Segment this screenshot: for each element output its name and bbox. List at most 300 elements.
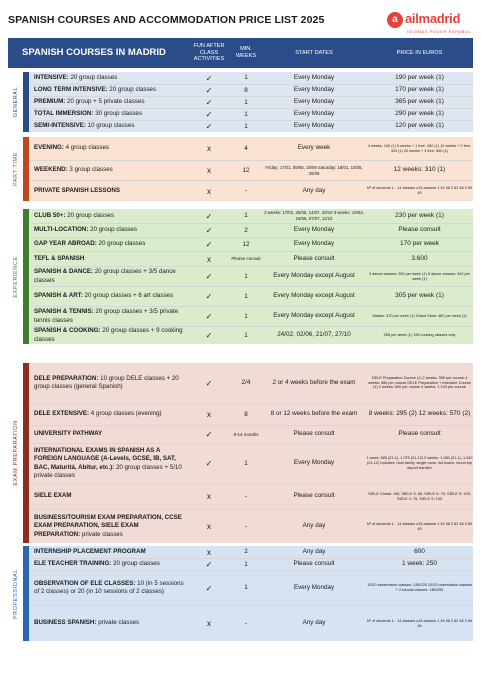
start-dates bbox=[262, 97, 366, 108]
min-weeks bbox=[230, 510, 262, 543]
price-text: 600 bbox=[414, 547, 425, 555]
fun-activities-mark bbox=[188, 161, 230, 180]
fun-activities-mark-text: x bbox=[207, 522, 211, 531]
course-name bbox=[34, 209, 186, 223]
course-name bbox=[34, 307, 186, 326]
course-name-text: SPANISH & TENNIS: 20 group classes + 3/5 private tennis classes bbox=[34, 308, 179, 324]
min-weeks bbox=[230, 121, 262, 132]
price bbox=[366, 238, 473, 251]
course-name bbox=[34, 484, 186, 509]
min-weeks bbox=[230, 181, 262, 201]
price-text: Nº of students 1 - 14 classes ≥15 classes 1 49 38 2 62 48 3 69 45 bbox=[366, 186, 473, 195]
min-weeks bbox=[230, 252, 262, 266]
start-dates bbox=[262, 307, 366, 326]
start-dates bbox=[262, 426, 366, 443]
price bbox=[366, 606, 473, 641]
table-row bbox=[29, 403, 473, 425]
min-weeks bbox=[230, 72, 262, 84]
start-dates-text: Please consult bbox=[293, 430, 335, 438]
fun-activities-mark bbox=[188, 267, 230, 286]
price-text: Please consult bbox=[398, 430, 441, 438]
course-name bbox=[34, 571, 186, 605]
start-dates-text: Friday: 17/01, 09/05, 19/09 Saturday: 18/01, 10/05, 20/09 bbox=[265, 164, 363, 176]
start-dates-text: Any day bbox=[302, 547, 326, 555]
fun-activities-mark-text: ✓ bbox=[205, 459, 213, 468]
fun-activities-mark-text: x bbox=[207, 547, 211, 557]
fun-activities-mark-text: ✓ bbox=[205, 272, 213, 281]
fun-activities-mark bbox=[188, 238, 230, 251]
start-dates bbox=[262, 252, 366, 266]
course-name bbox=[34, 109, 186, 120]
start-dates-text: Every Monday bbox=[293, 122, 335, 130]
fun-activities-mark-text: ✓ bbox=[205, 312, 213, 321]
min-weeks-text: 1 bbox=[244, 272, 248, 280]
fun-activities-mark bbox=[188, 327, 230, 344]
course-name bbox=[34, 161, 186, 180]
section-professional bbox=[8, 546, 473, 641]
start-dates bbox=[262, 484, 366, 509]
header-price: PRICE IN EUROS bbox=[396, 49, 443, 56]
start-dates bbox=[262, 327, 366, 344]
start-dates bbox=[262, 404, 366, 425]
section-label-text: PROFESSIONAL bbox=[12, 568, 19, 619]
start-dates bbox=[262, 287, 366, 306]
price bbox=[366, 559, 473, 570]
table-row bbox=[29, 209, 473, 223]
start-dates bbox=[262, 559, 366, 570]
min-weeks bbox=[230, 363, 262, 403]
fun-activities-mark bbox=[188, 209, 230, 223]
min-weeks bbox=[230, 404, 262, 425]
fun-activities-mark bbox=[188, 109, 230, 120]
course-name-text: SPANISH & DANCE: 20 group classes + 3/5 dance classes bbox=[34, 268, 176, 284]
price-text: Nº of students 1 - 14 classes ≥15 classes 1 49 38 2 62 48 3 69 45 bbox=[366, 618, 473, 628]
min-weeks-text: 1 bbox=[244, 110, 248, 118]
min-weeks bbox=[230, 571, 262, 605]
section-label-text: PART TIME bbox=[12, 151, 19, 187]
min-weeks bbox=[230, 546, 262, 558]
course-name bbox=[34, 85, 186, 96]
course-name-text: LONG TERM INTENSIVE: 20 group classes bbox=[34, 86, 157, 94]
min-weeks-text: 1 bbox=[244, 331, 248, 339]
start-dates-text: Please consult bbox=[293, 492, 335, 500]
price-text: 3.600 bbox=[411, 254, 428, 262]
start-dates-text: Every Monday bbox=[293, 86, 335, 94]
table-row bbox=[29, 160, 473, 180]
section-experience bbox=[8, 209, 473, 344]
price-text: 1 week: 250 bbox=[401, 560, 438, 568]
fun-activities-mark-text: ✓ bbox=[205, 583, 213, 593]
price-text: 4 weeks: 140 (1) 8 weeks + 1 free: 280 (1) 12 weeks + 2 free: 420 (1) 20 weeks + 3 free: 560 (1) bbox=[367, 143, 472, 153]
price-text: Please consult bbox=[398, 226, 441, 234]
table-row bbox=[29, 306, 473, 326]
min-weeks bbox=[230, 307, 262, 326]
start-dates-text: 8 or 12 weeks before the exam bbox=[270, 410, 358, 418]
fun-activities-mark-text: ✓ bbox=[205, 110, 213, 119]
header-section: SPANISH COURSES IN MADRID bbox=[22, 47, 166, 59]
course-name bbox=[34, 137, 186, 160]
course-name-text: CLUB 50+: 20 group classes bbox=[34, 211, 114, 219]
header-fun: FUN AFTER CLASS ACTIVITIES bbox=[193, 42, 225, 63]
min-weeks-text: - bbox=[244, 187, 248, 195]
course-name-text: UNIVERSITY PATHWAY bbox=[34, 430, 103, 438]
min-weeks-text: 12 bbox=[242, 240, 250, 248]
min-weeks-text: Please consult bbox=[231, 256, 261, 262]
start-dates-text: 2 or 4 weeks before the exam bbox=[272, 378, 356, 386]
course-name bbox=[34, 426, 186, 443]
course-name-text: GAP YEAR ABROAD: 20 group classes bbox=[34, 240, 146, 248]
fun-activities-mark bbox=[188, 181, 230, 201]
min-weeks bbox=[230, 85, 262, 96]
fun-activities-mark bbox=[188, 363, 230, 403]
course-name-text: ELE TEACHER TRAINING: 20 group classes bbox=[34, 560, 160, 568]
min-weeks-text: 12 bbox=[242, 166, 250, 174]
min-weeks-text: - bbox=[244, 619, 248, 627]
start-dates bbox=[262, 510, 366, 543]
table-row bbox=[29, 363, 473, 403]
table-row bbox=[29, 223, 473, 237]
price-text: 10/20 observation classes: 135/225 10/20 observation classes + 2 tutorial classes: 180/295 bbox=[367, 583, 472, 592]
min-weeks bbox=[230, 238, 262, 251]
course-name bbox=[34, 363, 186, 403]
course-name-text: DELE PREPARATION: 10 group DELE classes + 20 group classes (general Spanish) bbox=[34, 374, 179, 390]
fun-activities-mark bbox=[188, 85, 230, 96]
min-weeks bbox=[230, 327, 262, 344]
course-name bbox=[34, 327, 186, 344]
price bbox=[366, 224, 473, 237]
section-part-time bbox=[8, 137, 473, 201]
start-dates bbox=[262, 181, 366, 201]
start-dates-text: 24/02, 02/06, 21/07, 27/10 bbox=[277, 331, 351, 339]
min-weeks-text: 1 bbox=[244, 74, 248, 82]
fun-activities-mark bbox=[188, 444, 230, 483]
price bbox=[366, 72, 473, 84]
fun-activities-mark-text: ✓ bbox=[205, 211, 213, 221]
min-weeks-text: 1 bbox=[244, 122, 248, 130]
course-name bbox=[34, 404, 186, 425]
table-row bbox=[29, 605, 473, 641]
course-name-text: BUSINESS/TOURISM EXAM PREPARATION, CCSE EXAM PREPARATION, SIELE EXAM PREPARATION: private classes bbox=[34, 514, 182, 538]
section-exam-preparation bbox=[8, 363, 473, 543]
min-weeks-text: 1 bbox=[244, 584, 248, 592]
section-label bbox=[8, 72, 23, 132]
start-dates bbox=[262, 606, 366, 641]
fun-activities-mark-text: ✓ bbox=[205, 430, 213, 439]
start-dates-text: Every Monday bbox=[293, 98, 335, 106]
min-weeks bbox=[230, 109, 262, 120]
fun-activities-mark-text: x bbox=[207, 144, 211, 153]
course-name bbox=[34, 606, 186, 641]
fun-activities-mark bbox=[188, 307, 230, 326]
price bbox=[366, 137, 473, 160]
course-name bbox=[34, 238, 186, 251]
min-weeks bbox=[230, 287, 262, 306]
fun-activities-mark bbox=[188, 137, 230, 160]
price bbox=[366, 571, 473, 605]
fun-activities-mark bbox=[188, 571, 230, 605]
price bbox=[366, 121, 473, 132]
course-name bbox=[34, 287, 186, 306]
min-weeks bbox=[230, 137, 262, 160]
fun-activities-mark bbox=[188, 224, 230, 237]
fun-activities-mark bbox=[188, 121, 230, 132]
price bbox=[366, 484, 473, 509]
min-weeks-text: - bbox=[244, 492, 248, 500]
min-weeks bbox=[230, 559, 262, 570]
table-row bbox=[29, 570, 473, 605]
fun-activities-mark-text: x bbox=[207, 619, 211, 628]
price-text: 290 per week (1) bbox=[395, 110, 444, 118]
price bbox=[366, 327, 473, 344]
start-dates bbox=[262, 363, 366, 403]
min-weeks bbox=[230, 97, 262, 108]
price-text: 12 weeks: 310 (1) bbox=[393, 166, 446, 174]
table-row bbox=[29, 509, 473, 543]
table-row bbox=[29, 137, 473, 160]
section-label-text: EXPERIENCE bbox=[12, 255, 19, 298]
min-weeks bbox=[230, 267, 262, 286]
fun-activities-mark bbox=[188, 484, 230, 509]
price bbox=[366, 109, 473, 120]
table-row bbox=[29, 443, 473, 483]
price bbox=[366, 252, 473, 266]
table-header bbox=[8, 38, 473, 68]
section-label bbox=[8, 546, 23, 641]
start-dates bbox=[262, 109, 366, 120]
min-weeks-text: 1 bbox=[244, 312, 248, 320]
logo-mark-icon: a bbox=[387, 12, 403, 28]
section-general bbox=[8, 72, 473, 132]
course-name-text: SEMI-INTENSIVE: 10 group classes bbox=[34, 122, 135, 130]
price-text: 230 per week (1) bbox=[395, 211, 444, 219]
course-name bbox=[34, 559, 186, 570]
start-dates-text: Every week bbox=[297, 144, 331, 152]
price-text: 305 per week (1) bbox=[395, 292, 444, 300]
start-dates bbox=[262, 267, 366, 286]
logo-name: ailmadrid bbox=[405, 11, 461, 26]
course-name bbox=[34, 267, 186, 286]
start-dates bbox=[262, 546, 366, 558]
table-row bbox=[29, 558, 473, 570]
price-text: 190 per week (1) bbox=[395, 73, 444, 81]
price bbox=[366, 307, 473, 326]
course-name-text: TEFL & SPANISH bbox=[34, 254, 85, 262]
price bbox=[366, 363, 473, 403]
price bbox=[366, 404, 473, 425]
min-weeks bbox=[230, 224, 262, 237]
page-title: SPANISH COURSES AND ACCOMMODATION PRICE LIST 2025 bbox=[8, 14, 325, 26]
start-dates-text: Please consult bbox=[293, 560, 335, 568]
table-row bbox=[29, 546, 473, 558]
start-dates bbox=[262, 444, 366, 483]
fun-activities-mark-text: x bbox=[207, 254, 211, 264]
start-dates-text: Every Monday bbox=[293, 583, 335, 591]
min-weeks-text: 1 bbox=[244, 459, 248, 467]
course-name-text: TOTAL IMMERSION: 30 group classes bbox=[34, 110, 142, 118]
course-name-text: SIELE EXAM bbox=[34, 492, 72, 500]
min-weeks-text: 1 bbox=[244, 98, 248, 106]
fun-activities-mark-text: ✓ bbox=[205, 86, 213, 95]
course-name bbox=[34, 224, 186, 237]
start-dates-text: Any day bbox=[302, 619, 326, 627]
header-start: START DATES bbox=[295, 49, 333, 56]
fun-activities-mark bbox=[188, 510, 230, 543]
start-dates bbox=[262, 209, 366, 223]
start-dates bbox=[262, 238, 366, 251]
price-text: 170 per week (1) bbox=[395, 86, 444, 94]
course-name bbox=[34, 181, 186, 201]
fun-activities-mark-text: ✓ bbox=[205, 98, 213, 107]
table-row bbox=[29, 84, 473, 96]
section-label-text: GENERAL bbox=[12, 86, 19, 118]
min-weeks bbox=[230, 606, 262, 641]
course-name-text: INTERNSHIP PLACEMENT PROGRAM bbox=[34, 547, 146, 555]
section-label bbox=[8, 137, 23, 201]
price-text: Nº of students 1 - 14 classes ≥15 classes 1 49 38 2 62 48 3 69 45 bbox=[366, 521, 473, 531]
school-logo bbox=[385, 8, 477, 40]
course-name bbox=[34, 444, 186, 483]
min-weeks-text: 4 bbox=[244, 144, 248, 152]
min-weeks-text: 8-14 months bbox=[233, 431, 259, 437]
fun-activities-mark-text: x bbox=[207, 166, 211, 175]
fun-activities-mark bbox=[188, 404, 230, 425]
fun-activities-mark-text: ✓ bbox=[205, 240, 213, 249]
course-name-text: INTERNATIONAL EXAMS IN SPANISH AS A FOREIGN LANGUAGE (A-Levels, GCSE, IB, SAT, BAC, Maturitá, Abitur, etc.): 20 group classes + 5/10 private classes bbox=[34, 447, 182, 479]
price-text: DELE Preparation Course (1) 2 weeks: 350 per course 4 weeks: 580 per course DELE Preparation + Intensive Course (1) 2 weeks: 600 per course 4 weeks: 1.100 per course bbox=[368, 375, 471, 390]
fun-activities-mark bbox=[188, 546, 230, 558]
course-name bbox=[34, 252, 186, 266]
min-weeks-text: 8 bbox=[244, 410, 248, 418]
course-name bbox=[34, 121, 186, 132]
section-label bbox=[8, 209, 23, 344]
min-weeks-text: 2 bbox=[244, 548, 248, 556]
min-weeks-text: 8 bbox=[244, 86, 248, 94]
start-dates-text: Every Monday bbox=[293, 73, 335, 81]
min-weeks-text: 2/4 bbox=[241, 379, 251, 387]
course-name-text: PREMIUM: 20 group + 5 private classes bbox=[34, 98, 145, 106]
price bbox=[366, 161, 473, 180]
fun-activities-mark-text: ✓ bbox=[205, 122, 213, 131]
price-text: 3 dance classes: 260 per week (1) 5 dance classes: 340 per week (1) bbox=[368, 271, 471, 281]
table-row bbox=[29, 180, 473, 201]
course-name-text: WEEKEND: 3 group classes bbox=[34, 166, 113, 174]
table-row bbox=[29, 108, 473, 120]
min-weeks bbox=[230, 209, 262, 223]
min-weeks bbox=[230, 161, 262, 180]
table-row bbox=[29, 326, 473, 344]
price bbox=[366, 444, 473, 483]
min-weeks bbox=[230, 444, 262, 483]
price-text: SIELE Global: 155, SIELE S: 65, SIELE S: 75, SIELE S: 100, SIELE 4: 75, SIELE S: 100 bbox=[368, 491, 471, 501]
course-name-text: PRIVATE SPANISH LESSONS bbox=[34, 186, 120, 194]
fun-activities-mark-text: ✓ bbox=[205, 560, 213, 569]
fun-activities-mark-text: x bbox=[207, 186, 211, 196]
price-text: Master: 370 per week (1) Grand Slam: 480 per week (1) bbox=[372, 314, 467, 319]
price-text: 1 week: 585 (21-1), 1.075 (21-12) 2 weeks: 1.080 (21-1), 1.040 (21-12) Includes: host family, single room, full board, round trip airport transfer bbox=[366, 456, 473, 470]
start-dates-text: Every Monday bbox=[293, 226, 335, 234]
price-text: 170 per week bbox=[399, 240, 440, 248]
fun-activities-mark-text: ✓ bbox=[205, 73, 213, 83]
start-dates bbox=[262, 85, 366, 96]
fun-activities-mark-text: ✓ bbox=[205, 226, 213, 235]
course-name-text: EVENING: 4 group classes bbox=[34, 144, 109, 152]
course-name bbox=[34, 72, 186, 84]
course-name-text: BUSINESS SPANISH: private classes bbox=[34, 619, 140, 627]
start-dates-text: Every Monday bbox=[293, 240, 335, 248]
section-label-text: EXAM PREPARATION bbox=[12, 420, 19, 486]
price bbox=[366, 97, 473, 108]
course-name-text: SPANISH & COOKING: 20 group classes + 9 cooking classes bbox=[34, 327, 183, 343]
price bbox=[366, 287, 473, 306]
course-name bbox=[34, 97, 186, 108]
price bbox=[366, 510, 473, 543]
fun-activities-mark bbox=[188, 606, 230, 641]
min-weeks bbox=[230, 426, 262, 443]
fun-activities-mark-text: ✓ bbox=[205, 292, 213, 301]
start-dates-text: Every Monday except August bbox=[273, 292, 355, 300]
fun-activities-mark bbox=[188, 72, 230, 84]
start-dates-text: Every Monday except August bbox=[273, 272, 355, 280]
fun-activities-mark-text: ✓ bbox=[205, 331, 213, 340]
course-name-text: INTENSIVE: 20 group classes bbox=[34, 73, 118, 81]
logo-tagline: IDIOMAS PODER ESPAÑOL bbox=[407, 29, 472, 34]
fun-activities-mark bbox=[188, 426, 230, 443]
min-weeks-text: 1 bbox=[244, 560, 248, 568]
start-dates bbox=[262, 571, 366, 605]
course-name-text: DELE EXTENSIVE: 4 group classes (evening) bbox=[34, 410, 162, 418]
table-row bbox=[29, 251, 473, 266]
start-dates bbox=[262, 72, 366, 84]
min-weeks bbox=[230, 484, 262, 509]
fun-activities-mark bbox=[188, 252, 230, 266]
table-row bbox=[29, 237, 473, 251]
price bbox=[366, 267, 473, 286]
table-row bbox=[29, 483, 473, 509]
fun-activities-mark-text: x bbox=[207, 492, 211, 501]
fun-activities-mark-text: x bbox=[207, 410, 211, 419]
price bbox=[366, 546, 473, 558]
min-weeks-text: 1 bbox=[244, 212, 248, 220]
header-weeks: MIN. WEEKS bbox=[235, 46, 257, 59]
start-dates-text: Every Monday bbox=[293, 110, 335, 118]
min-weeks-text: - bbox=[244, 522, 248, 530]
section-label bbox=[8, 363, 23, 543]
table-row bbox=[29, 286, 473, 306]
course-name-text: SPANISH & ART: 20 group classes + 6 art classes bbox=[34, 292, 174, 300]
table-row bbox=[29, 72, 473, 84]
price bbox=[366, 209, 473, 223]
table-row bbox=[29, 120, 473, 132]
price-text: 120 per week (1) bbox=[395, 122, 444, 130]
start-dates-text: Please consult bbox=[293, 254, 335, 262]
start-dates-text: Any day bbox=[302, 522, 326, 530]
fun-activities-mark bbox=[188, 97, 230, 108]
price-text: 8 weeks: 295 (2) 12 weeks: 570 (2) bbox=[368, 410, 471, 418]
price bbox=[366, 85, 473, 96]
start-dates bbox=[262, 121, 366, 132]
table-row bbox=[29, 266, 473, 286]
price bbox=[366, 426, 473, 443]
course-name-text: OBSERVATION OF ELE CLASSES: 10 (in 5 sessions of 2 classes) or 20 (in 10 sessions of 2 classes) bbox=[34, 579, 184, 595]
fun-activities-mark bbox=[188, 287, 230, 306]
start-dates bbox=[262, 161, 366, 180]
fun-activities-mark-text: ✓ bbox=[205, 378, 213, 388]
price bbox=[366, 181, 473, 201]
start-dates-text: Any day bbox=[302, 186, 326, 194]
start-dates-text: 2 weeks: 17/02, 26/05, 14/07, 20/10 3 weeks: 10/03, 16/06, 07/07, 11/10 bbox=[264, 210, 364, 221]
fun-activities-mark bbox=[188, 559, 230, 570]
start-dates-text: Every Monday bbox=[293, 459, 335, 467]
